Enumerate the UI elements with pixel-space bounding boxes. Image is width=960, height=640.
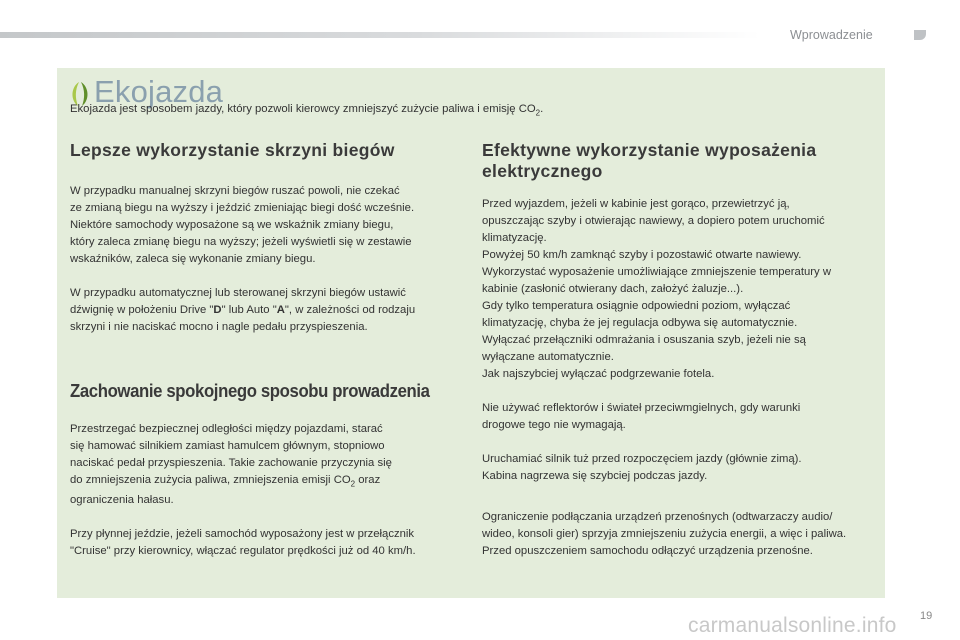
paragraph-manual-gearbox: W przypadku manualnej skrzyni biegów ruszać powoli, nie czekać ze zmianą biegu na wyższy i jeździć zmieniając biegi dość wcześnie. Niektóre samochody wyposażone są we wskaźnik zmiany biegu, który zaleca zmianę biegu na wyższy; jeżeli wyświetli się w zestawie wskaźników, zaleca się wykonanie zmiany biegu. [70, 185, 415, 265]
paragraph-climate: Przed wyjazdem, jeżeli w kabinie jest gorąco, przewietrzyć ją, opuszczając szyby i otwierając nawiewy, a dopiero potem uruchomić klimatyzację. Powyżej 50 km/h zamknąć szyby i pozostawić otwarte nawiewy. Wykorzystać wyposażenie umożliwiające zmniejszenie temperatury w kabinie (zasłonić otwierany dach, założyć żaluzje...). Gdy tylko temperatura osiągnie odpowiedni poziom, wyłączać klimatyzację, chyba że jej regulacja odbywa się automatycznie. Wyłączać przełączniki odmrażania i osuszania szyb, jeżeli nie są wyłączane automatycznie. Jak najszybciej wyłączać podgrzewanie fotela. [482, 198, 831, 380]
heading-electrical-equipment: Efektywne wykorzystanie wyposażenia elektrycznego [482, 140, 817, 181]
paragraph-safe-distance: Przestrzegać bezpiecznej odległości między pojazdami, starać się hamować silnikiem zamiast hamulcem głównym, stopniowo naciskać pedał przyspieszenia. Takie zachowanie przyczynia się do zmniejszenia zużycia paliwa, zmniejszenia emisji $CO_2$ oraz ograniczenia hałasu. [70, 423, 392, 507]
heading-calm-driving: Zachowanie spokojnego sposobu prowadzenia [70, 381, 430, 401]
paragraph-engine-start: Uruchamiać silnik tuż przed rozpoczęciem jazdy (głównie zimą). Kabina nagrzewa się szybciej podczas jazdy. [482, 453, 802, 482]
page-title: Ekojazda [94, 74, 224, 109]
left-column [70, 140, 460, 560]
paragraph-cruise-control: Przy płynnej jeździe, jeżeli samochód wyposażony jest w przełącznik "Cruise" przy kierownicy, włączać regulator prędkości już od 40 km/h. [70, 528, 416, 558]
section-label: Wprowadzenie [790, 28, 873, 42]
right-column [482, 140, 877, 560]
paragraph-portable-devices: Ograniczenie podłączania urządzeń przenośnych (odtwarzaczy audio/ wideo, konsoli gier) sprzyja zmniejszeniu zużycia energii, a więc i paliwa. Przed opuszczeniem samochodu odłączyć urządzenia przenośne. [482, 511, 847, 557]
paragraph-automatic-gearbox: W przypadku automatycznej lub sterowanej skrzyni biegów ustawić dźwignię w położeniu Drive "D" lub Auto "A", w zależności od rodzaju skrzyni i nie naciskać mocno i nagle pedału przyspieszenia. [70, 287, 416, 333]
heading-gearbox: Lepsze wykorzystanie skrzyni biegów [70, 140, 395, 160]
paragraph-lights: Nie używać reflektorów i świateł przeciwmgielnych, gdy warunki drogowe tego nie wymagają. [482, 402, 801, 431]
header-bar [0, 32, 760, 38]
intro-text: Ekojazda jest sposobem jazdy, który pozwoli kierowcy zmniejszyć zużycie paliwa i emisję $CO_2$. [70, 103, 544, 118]
page-number: 19 [920, 610, 933, 622]
watermark: carmanualsonline.info [688, 614, 897, 637]
corner-tab [914, 30, 926, 40]
